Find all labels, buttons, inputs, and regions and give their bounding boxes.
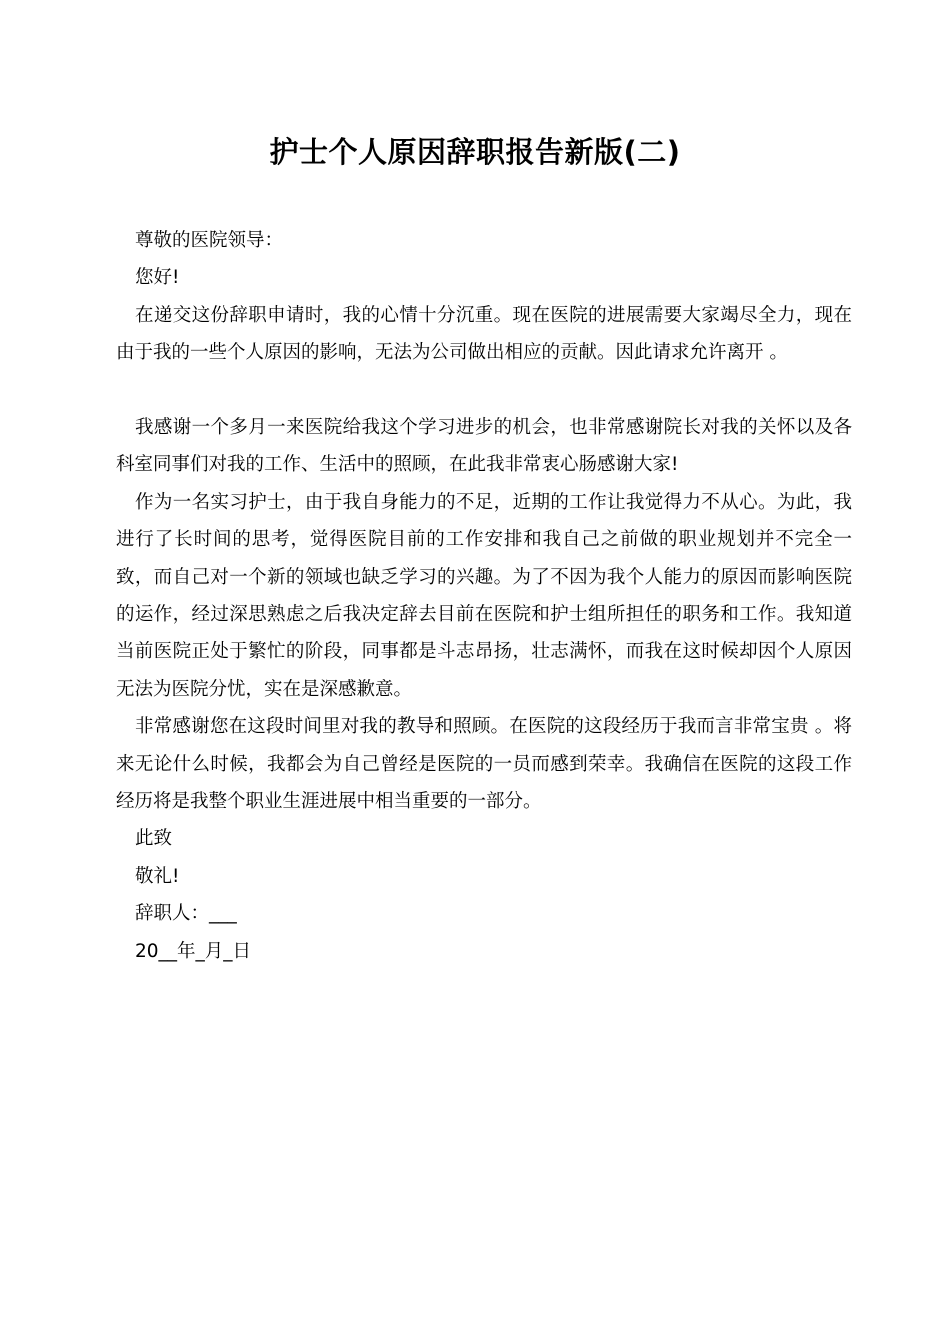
document-title: 护士个人原因辞职报告新版(二)	[269, 135, 681, 169]
blank-line	[116, 372, 852, 409]
closing-line-2: 敬礼!	[135, 865, 180, 887]
closing-line-1: 此致	[135, 828, 173, 850]
salutation: 尊敬的医院领导：	[135, 230, 284, 251]
greeting: 您好!	[135, 267, 180, 289]
date-line: 20__年_月_日	[135, 940, 252, 962]
signature-line: 辞职人：___	[135, 903, 237, 925]
paragraph-4: 非常感谢您在这段时间里对我的教导和照顾。在医院的这段经历于我而言非常宝贵 。将来无论什么时候，我都会为自己曾经是医院的一员而感到荣幸。我确信在医院的这段工作经历将是我整个职业生涯进展中相当重要的一部分。	[116, 716, 852, 813]
document-body	[116, 222, 852, 970]
paragraph-1: 在递交这份辞职申请时，我的心情十分沉重。现在医院的进展需要大家竭尽全力，现在由于我的一些个人原因的影响，无法为公司做出相应的贡献。因此请求允许离开 。	[116, 304, 852, 364]
paragraph-3: 作为一名实习护士，由于我自身能力的不足，近期的工作让我觉得力不从心。为此，我进行了长时间的思考，觉得医院目前的工作安排和我自己之前做的职业规划并不完全一致，而自己对一个新的领域也缺乏学习的兴趣。为了不因为我个人能力的原因而影响医院的运作，经过深思熟虑之后我决定辞去目前在医院和护士组所担任的职务和工作。我知道当前医院正处于繁忙的阶段，同事都是斗志昂扬，壮志满怀，而我在这时候却因个人原因无法为医院分忧，实在是深感歉意。	[116, 491, 852, 700]
paragraph-2: 我感谢一个多月一来医院给我这个学习进步的机会，也非常感谢院长对我的关怀以及各科室同事们对我的工作、生活中的照顾，在此我非常衷心肠感谢大家!	[116, 417, 852, 476]
